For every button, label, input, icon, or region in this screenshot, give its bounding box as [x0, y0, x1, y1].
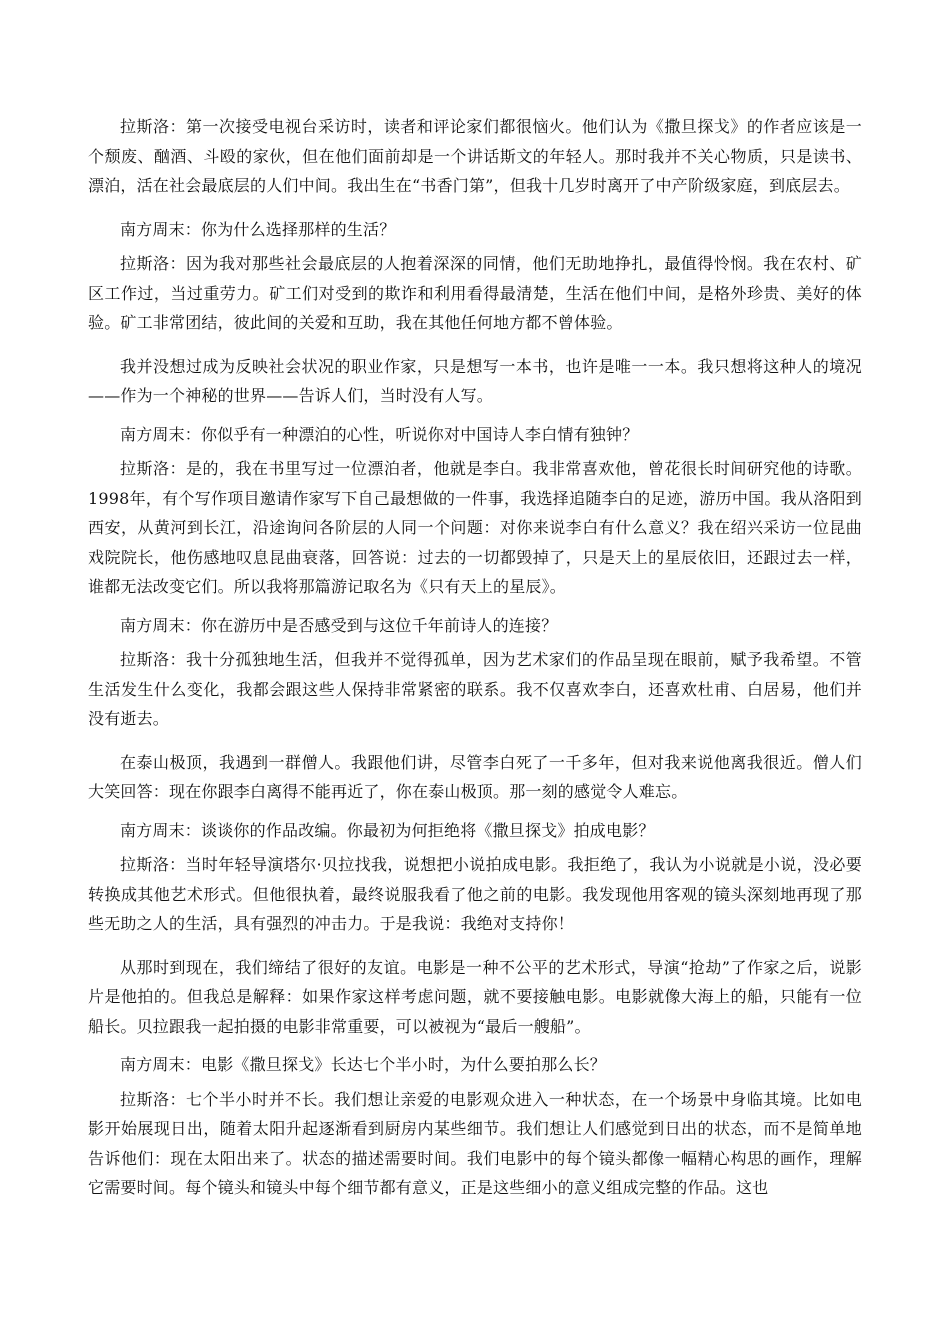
paragraph-laszlo-friendship: 从那时到现在，我们缔结了很好的友谊。电影是一种不公平的艺术形式，导演“抢劫”了作家之后，说影片是他拍的。但我总是解释：如果作家这样考虑问题，就不要接触电影。电影就像大海上的船，只能有一位船长。贝拉跟我一起拍摄的电影非常重要，可以被视为“最后一艘船”。: [88, 957, 862, 1036]
paragraph-laszlo-film-length: 拉斯洛：七个半小时并不长。我们想让亲爱的电影观众进入一种状态，在一个场景中身临其境。比如电影开始展现日出，随着太阳升起逐渐看到厨房内某些细节。我们想让人们感觉到日出的状态，而不是简单地告诉他们：现在太阳出来了。状态的描述需要时间。我们电影中的每个镜头都像一幅精心构思的画作，理解它需要时间。每个镜头和镜头中每个细节都有意义，正是这些细小的意义组成完整的作品。这也: [88, 1089, 862, 1197]
paragraph-laszlo-solitude: 拉斯洛：我十分孤独地生活，但我并不觉得孤单，因为艺术家们的作品呈现在眼前，赋予我希望。不管生活发生什么变化，我都会跟这些人保持非常紧密的联系。我不仅喜欢李白，还喜欢杜甫、白居易，他们并没有逝去。: [88, 650, 862, 728]
paragraph-laszlo-one-book: 我并没想过成为反映社会状况的职业作家，只是想写一本书，也许是唯一一本。我只想将这种人的境况——作为一个神秘的世界——告诉人们，当时没有人写。: [88, 356, 862, 405]
paragraph-question-adaptation: 南方周末：谈谈你的作品改编。你最初为何拒绝将《撒旦探戈》拍成电影？: [120, 820, 655, 840]
paragraph-question-film-length: 南方周末：电影《撒旦探戈》长达七个半小时，为什么要拍那么长？: [120, 1055, 607, 1074]
paragraph-laszlo-li-bai: 拉斯洛：是的，我在书里写过一位漂泊者，他就是李白。我非常喜欢他，曾花很长时间研究他的诗歌。1998年，有个写作项目邀请作家写下自己最想做的一件事，我选择追随李白的足迹，游历中国。我从洛阳到西安，从黄河到长江，沿途询问各阶层的人同一个问题：对你来说李白有什么意义？我在绍兴采访一位昆曲戏院院长，他伤感地叹息昆曲衰落，回答说：过去的一切都毁掉了，只是天上的星辰依旧，还跟过去一样，谁都无法改变它们。所以我将那篇游记取名为《只有天上的星辰》。: [88, 459, 862, 596]
paragraph-laszlo-tarr-bela: 拉斯洛：当时年轻导演塔尔·贝拉找我，说想把小说拍成电影。我拒绝了，我认为小说就是小说，没必要转换成其他艺术形式。但他很执着，最终说服我看了他之前的电影。我发现他用客观的镜头深刻地再现了那些无助之人的生活，具有强烈的冲击力。于是我说：我绝对支持你！: [88, 855, 862, 933]
paragraph-question-why-that-life: 南方周末：你为什么选择那样的生活？: [120, 219, 396, 239]
paragraph-laszlo-taishan: 在泰山极顶，我遇到一群僧人。我跟他们讲，尽管李白死了一千多年，但对我来说他离我很近。僧人们大笑回答：现在你跟李白离得不能再近了，你在泰山极顶。那一刻的感觉令人难忘。: [88, 752, 862, 801]
paragraph-question-connection: 南方周末：你在游历中是否感受到与这位千年前诗人的连接？: [120, 615, 558, 635]
paragraph-laszlo-sympathy: 拉斯洛：因为我对那些社会最底层的人抱着深深的同情，他们无助地挣扎，最值得怜悯。我在农村、矿区工作过，当过重劳力。矿工们对受到的欺诈和利用看得最清楚，生活在他们中间，是格外珍贵、美好的体验。矿工非常团结，彼此间的关爱和互助，我在其他任何地方都不曾体验。: [88, 254, 862, 332]
paragraph-question-li-bai: 南方周末：你似乎有一种漂泊的心性，听说你对中国诗人李白情有独钟？: [120, 424, 639, 444]
paragraph-laszlo-first-interview: 拉斯洛：第一次接受电视台采访时，读者和评论家们都很恼火。他们认为《撒旦探戈》的作者应该是一个颓废、酗酒、斗殴的家伙，但在他们面前却是一个讲话斯文的年轻人。那时我并不关心物质，只是读书、漂泊，活在社会最底层的人们中间。我出生在“书香门第”，但我十几岁时离开了中产阶级家庭，到底层去。: [88, 117, 862, 195]
article-body: [88, 112, 862, 1203]
